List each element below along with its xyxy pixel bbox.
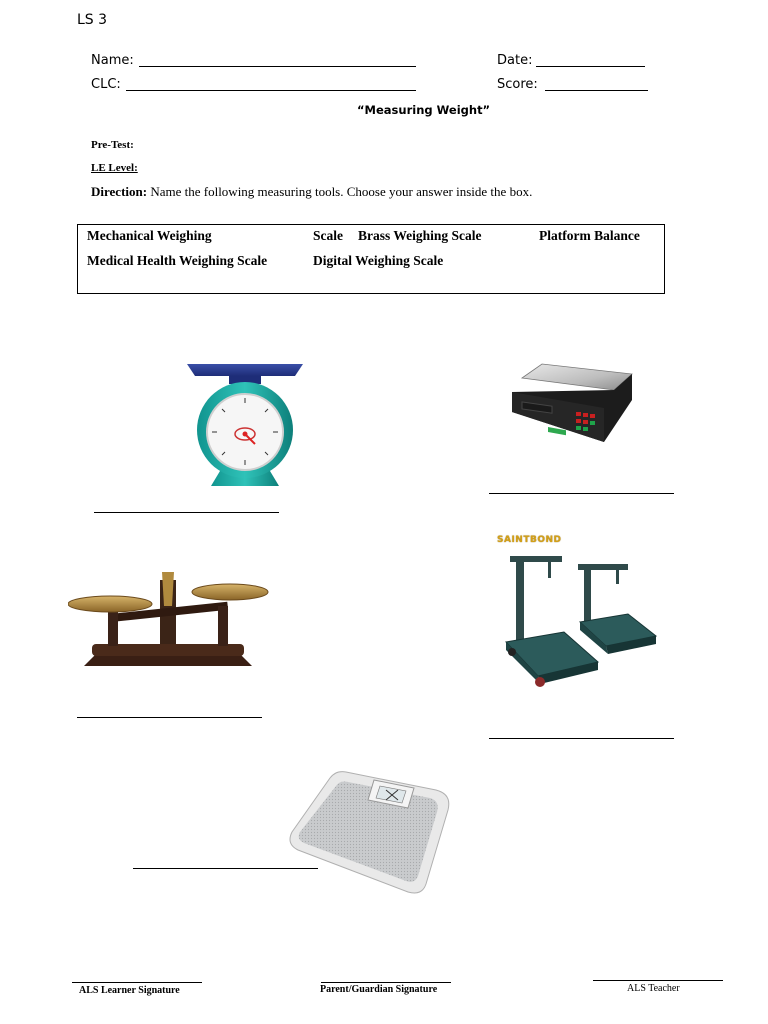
pretest-label: Pre-Test:: [91, 139, 134, 151]
platform-brand-label: SAINTBOND: [497, 535, 562, 545]
direction-text: Name the following measuring tools. Choose your answer inside the box.: [150, 184, 533, 199]
digital-weighing-scale-image: [508, 360, 636, 446]
answer-blank-1[interactable]: [94, 512, 279, 513]
clc-blank[interactable]: [126, 90, 416, 91]
course-code: LS 3: [77, 12, 108, 28]
choice-platform-balance: Platform Balance: [539, 228, 640, 243]
parent-signature-label: Parent/Guardian Signature: [320, 984, 438, 995]
choice-brass-weighing-scale: Brass Weighing Scale: [358, 228, 482, 243]
direction-line: [91, 184, 532, 200]
mechanical-dial-scale-image: [183, 358, 307, 490]
choice-mechanical-weighing: Mechanical Weighing: [87, 228, 212, 243]
date-blank[interactable]: [536, 66, 645, 67]
answer-blank-4[interactable]: [489, 738, 674, 739]
date-label: Date:: [497, 53, 533, 68]
choice-medical-health-weighing-scale: Medical Health Weighing Scale: [87, 253, 268, 268]
teacher-signature-label: ALS Teacher: [627, 983, 680, 994]
platform-balance-image: [500, 546, 662, 688]
le-level-label: LE Level:: [91, 162, 138, 174]
answer-blank-2[interactable]: [489, 493, 674, 494]
worksheet-title: “Measuring Weight”: [357, 103, 491, 117]
choice-digital-weighing-scale: Digital Weighing Scale: [313, 253, 444, 268]
score-blank[interactable]: [545, 90, 648, 91]
teacher-signature-line[interactable]: [593, 980, 723, 981]
brass-weighing-scale-image: [68, 566, 270, 672]
clc-label: CLC:: [91, 77, 121, 92]
medical-bathroom-scale-image: [286, 768, 456, 896]
direction-label: Direction:: [91, 184, 148, 199]
answer-blank-5[interactable]: [133, 868, 318, 869]
choice-scale: Scale: [313, 228, 343, 243]
parent-signature-line[interactable]: [321, 982, 451, 983]
answer-blank-3[interactable]: [77, 717, 262, 718]
name-label: Name:: [91, 53, 134, 68]
learner-signature-label: ALS Learner Signature: [79, 985, 180, 996]
name-blank[interactable]: [139, 66, 416, 67]
score-label: Score:: [497, 77, 538, 92]
learner-signature-line[interactable]: [72, 982, 202, 983]
